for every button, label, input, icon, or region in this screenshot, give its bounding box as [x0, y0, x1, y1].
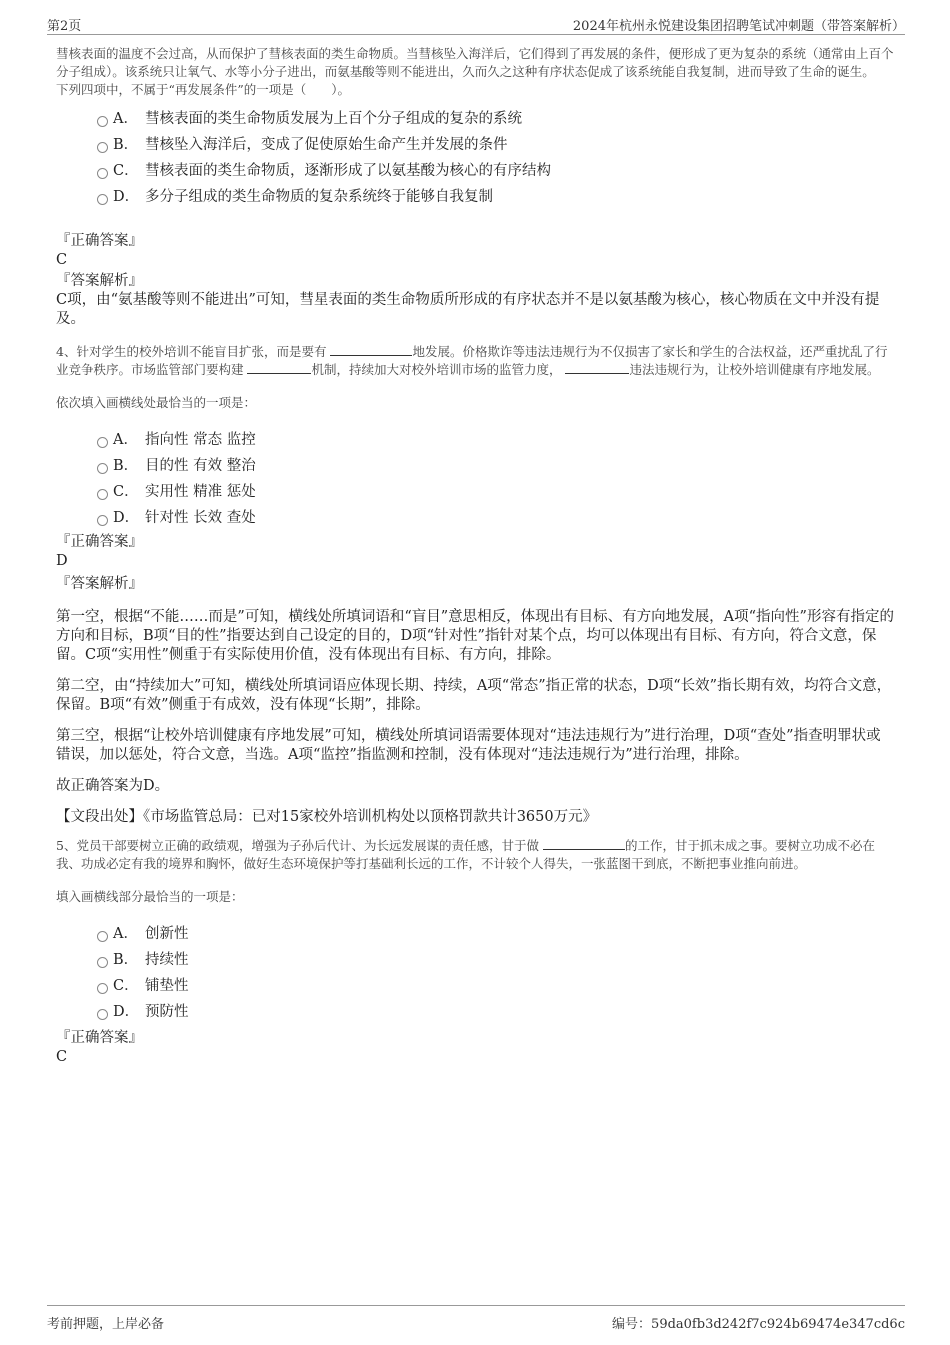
- radio-icon[interactable]: [97, 116, 108, 127]
- fill-blank: [565, 361, 629, 374]
- footer-slogan: 考前押题，上岸必备: [47, 1317, 165, 1332]
- q3-options: [56, 106, 895, 210]
- q3-answer: C: [56, 252, 68, 268]
- q3-answer-label: 『正确答案』: [56, 233, 143, 249]
- fill-blank: [330, 343, 412, 356]
- q4-stem: 4、针对学生的校外培训不能盲目扩张，而是要有 地发展。价格欺诈等违法违规行为不仅损害了家长和学生的合法权益，还严重扰乱了行业竞争秩序。市场监管部门要构建 机制，持续加大对校外培训市场的监管力度， 违法违规行为，让校外培训健康有序地发展。: [56, 344, 888, 377]
- q4-question: 依次填入画横线处最恰当的一项是：: [56, 395, 257, 410]
- q5-answer: C: [56, 1049, 68, 1065]
- q5-answer-label: 『正确答案』: [56, 1030, 143, 1046]
- q4-option-b[interactable]: B． 目的性 有效 整治: [56, 453, 895, 479]
- q5-question: 填入画横线部分最恰当的一项是：: [56, 889, 244, 904]
- q4-conclusion: 故正确答案为D。: [56, 778, 170, 794]
- radio-icon[interactable]: [97, 983, 108, 994]
- page-header: [47, 12, 905, 35]
- radio-icon[interactable]: [97, 489, 108, 500]
- radio-icon[interactable]: [97, 957, 108, 968]
- q4-option-a[interactable]: A． 指向性 常态 监控: [56, 427, 895, 453]
- q3-option-b[interactable]: B． 彗核坠入海洋后，变成了促使原始生命产生并发展的条件: [56, 132, 895, 158]
- q5-option-d[interactable]: D． 预防性: [56, 999, 895, 1025]
- q3-option-c[interactable]: C． 彗核表面的类生命物质，逐渐形成了以氨基酸为核心的有序结构: [56, 158, 895, 184]
- q3-option-a[interactable]: A． 彗核表面的类生命物质发展为上百个分子组成的复杂的系统: [56, 106, 895, 132]
- page-number: 第2页: [47, 19, 82, 34]
- q4-source: 【文段出处】《市场监管总局：已对15家校外培训机构处以顶格罚款共计3650万元》: [56, 809, 598, 825]
- document-title: 2024年杭州永悦建设集团招聘笔试冲刺题（带答案解析）: [572, 19, 905, 34]
- q4-analysis-3: 第三空，根据“让校外培训健康有序地发展”可知，横线处所填词语需要体现对“违法违规行为”进行治理，D项“查处”指查明罪状或错误，加以惩处，符合文意，当选。A项“监控”指监测和控制，没有体现对“违法违规行为”进行治理，排除。: [56, 728, 881, 763]
- q4-analysis-label: 『答案解析』: [56, 576, 143, 592]
- radio-icon[interactable]: [97, 1009, 108, 1020]
- q4-option-c[interactable]: C． 实用性 精准 惩处: [56, 479, 895, 505]
- radio-icon[interactable]: [97, 142, 108, 153]
- radio-icon[interactable]: [97, 168, 108, 179]
- q4-option-d[interactable]: D． 针对性 长效 查处: [56, 505, 895, 531]
- q3-passage: 彗核表面的温度不会过高，从而保护了彗核表面的类生命物质。当彗核坠入海洋后，它们得到了再发展的条件，便形成了更为复杂的系统（通常由上百个分子组成）。该系统只让氧气、水等小分子进出，而氨基酸等则不能进出，久而久之这种有序状态促成了该系统能自我复制，进而导致了生命的诞生。: [56, 46, 894, 79]
- q4-answer-label: 『正确答案』: [56, 534, 143, 550]
- radio-icon[interactable]: [97, 463, 108, 474]
- page-footer: [47, 1305, 905, 1332]
- q4-analysis-1: 第一空，根据“不能……而是”可知，横线处所填词语和“盲目”意思相反，体现出有目标、有方向地发展，A项“指向性”形容有指定的方向和目标，B项“目的性”指要达到自己设定的目的，D项“针对性”指针对某个点，均可以体现出有目标、有方向，符合文意，保留。C项“实用性”侧重于有实际使用价值，没有体现出有目标、有方向，排除。: [56, 609, 894, 663]
- q3-question: 下列四项中，不属于“再发展条件”的一项是（ ）。: [56, 82, 351, 97]
- radio-icon[interactable]: [97, 437, 108, 448]
- q4-options: [56, 427, 895, 531]
- q4-answer: D: [56, 553, 68, 569]
- radio-icon[interactable]: [97, 194, 108, 205]
- document-id: 编号：59da0fb3d242f7c924b69474e347cd6c: [612, 1317, 905, 1332]
- q5-stem: 5、党员干部要树立正确的政绩观，增强为子孙后代计、为长远发展谋的责任感，甘于做 的工作，甘于抓未成之事。要树立功成不必在我、功成必定有我的境界和胸怀，做好生态环境保护等打基础利长远的工作，不计较个人得失，一张蓝图干到底，不断把事业推向前进。: [56, 838, 875, 871]
- q4-analysis-2: 第二空，由“持续加大”可知，横线处所填词语应体现长期、持续，A项“常态”指正常的状态，D项“长效”指长期有效，均符合文意，保留。B项“有效”侧重于有成效，没有体现“长期”，排除。: [56, 678, 892, 713]
- fill-blank: [247, 361, 311, 374]
- page-content: [56, 45, 895, 1067]
- q5-option-a[interactable]: A． 创新性: [56, 921, 895, 947]
- q3-analysis-label: 『答案解析』: [56, 273, 143, 289]
- q5-option-c[interactable]: C． 铺垫性: [56, 973, 895, 999]
- q5-options: [56, 921, 895, 1025]
- q3-option-d[interactable]: D． 多分子组成的类生命物质的复杂系统终于能够自我复制: [56, 184, 895, 210]
- fill-blank: [543, 837, 625, 850]
- radio-icon[interactable]: [97, 515, 108, 526]
- q5-option-b[interactable]: B． 持续性: [56, 947, 895, 973]
- radio-icon[interactable]: [97, 931, 108, 942]
- q3-analysis: C项，由“氨基酸等则不能进出”可知，彗星表面的类生命物质所形成的有序状态并不是以氨基酸为核心，核心物质在文中并没有提及。: [56, 292, 880, 327]
